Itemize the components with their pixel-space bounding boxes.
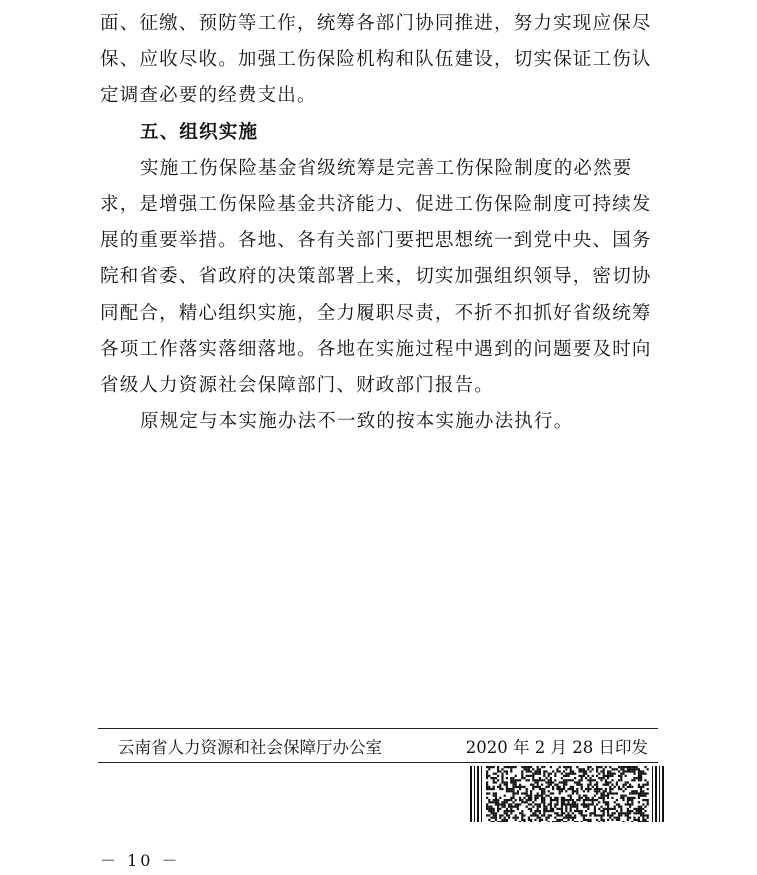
print-date: 2020 年 2 月 28 日印发 — [465, 738, 648, 757]
section-heading: 五、组织实施 — [140, 121, 259, 143]
text-line: 原规定与本实施办法不一致的按本实施办法执行。 — [140, 411, 574, 433]
text-line: 求，是增强工伤保险基金共济能力、促进工伤保险制度可持续发 — [100, 193, 652, 215]
text-line: 面、征缴、预防等工作，统筹各部门协同推进，努力实现应保尽 — [100, 13, 652, 34]
text-line: 展的重要举措。各地、各有关部门要把思想统一到党中央、国务 — [100, 230, 652, 252]
footer-print-info — [118, 731, 648, 761]
text-line: 保、应收尽收。加强工伤保险机构和队伍建设，切实保证工伤认 — [100, 49, 652, 71]
text-line: 实施工伤保险基金省级统筹是完善工伤保险制度的必然要 — [140, 157, 633, 179]
footer-top-rule — [98, 728, 658, 729]
text-line: 院和省委、省政府的决策部署上来，切实加强组织领导，密切协 — [100, 266, 652, 288]
text-line: 同配合，精心组织实施，全力履职尽责，不折不扣抓好省级统筹 — [100, 302, 652, 324]
barcode-icon — [470, 766, 665, 822]
text-line: 各项工作落实落细落地。各地在实施过程中遇到的问题要及时向 — [100, 338, 652, 360]
document-body — [100, 6, 680, 440]
footer-bottom-rule — [98, 762, 658, 763]
text-line: 定调查必要的经费支出。 — [100, 85, 317, 107]
text-line: 省级人力资源社会保障部门、财政部门报告。 — [100, 374, 495, 396]
page-number: － 10 － — [100, 851, 181, 870]
issuer-name: 云南省人力资源和社会保障厅办公室 — [118, 738, 382, 757]
